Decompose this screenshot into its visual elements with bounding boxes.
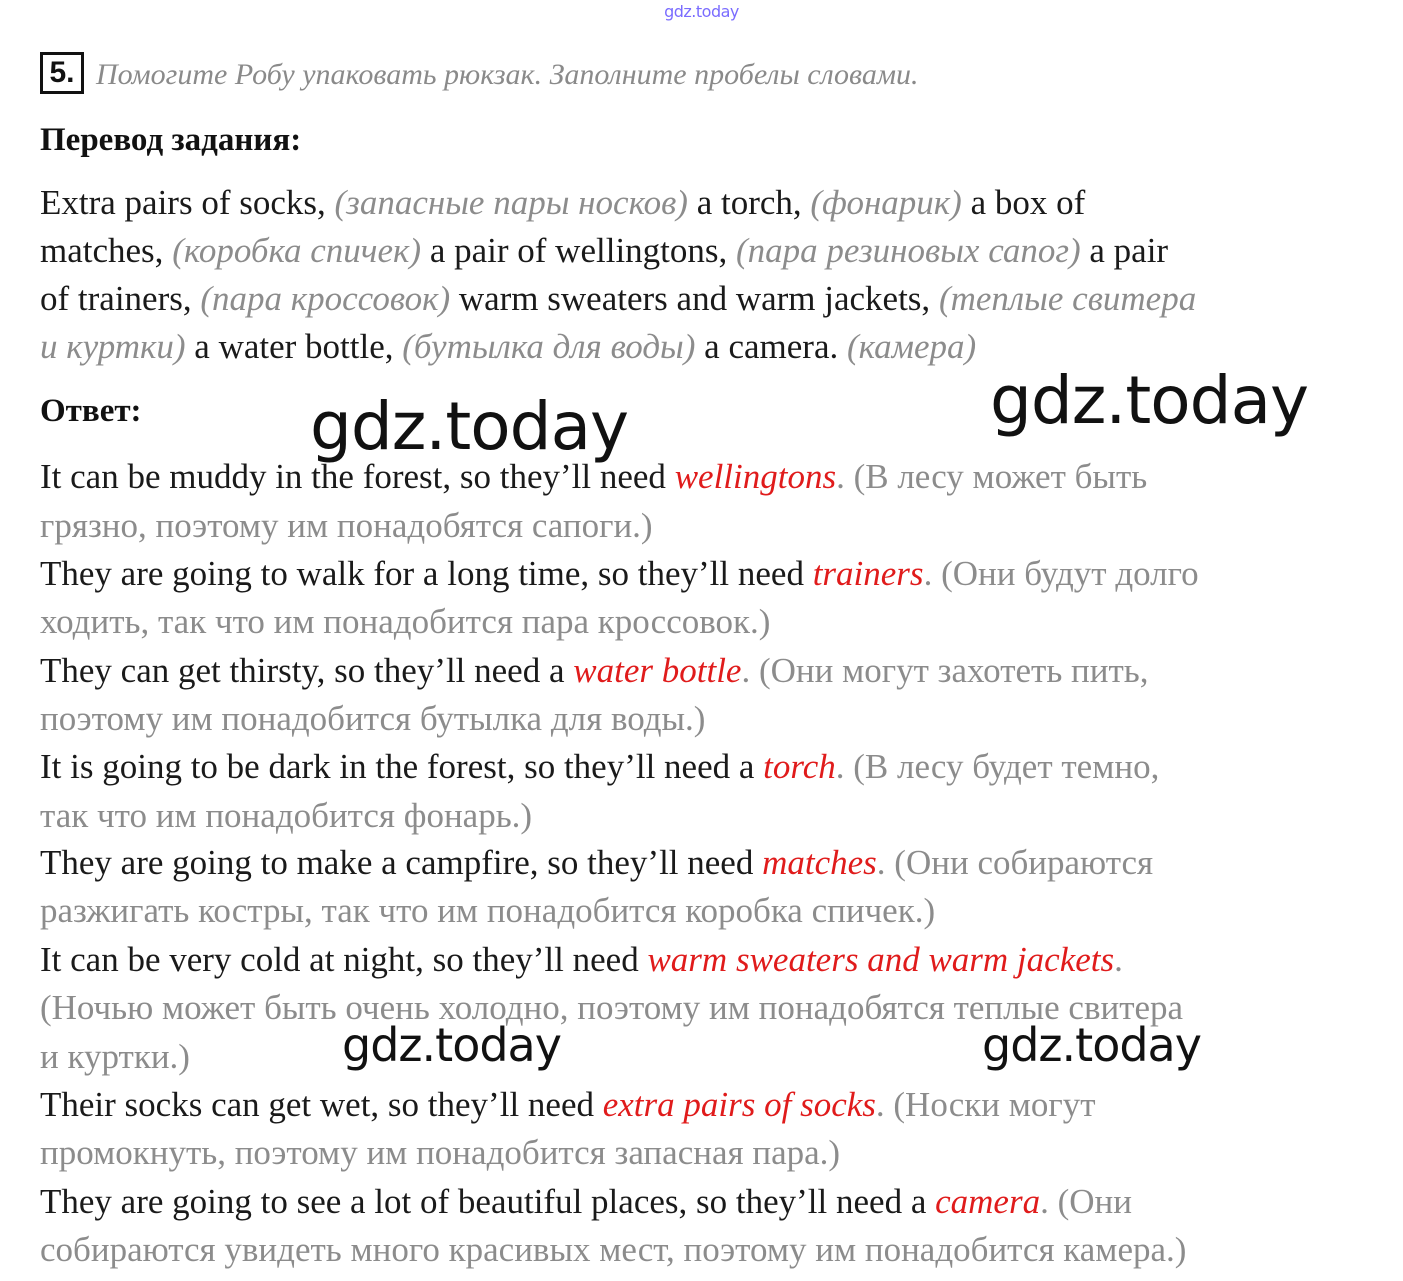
english-text: It can be muddy in the forest, so they’ll need <box>40 457 675 496</box>
english-text: a camera. <box>695 327 847 366</box>
answer-translation: и куртки.) <box>40 1037 190 1076</box>
answer-translation: . (Они собираются <box>876 843 1154 882</box>
russian-translation: (пара кроссовок) <box>200 279 451 318</box>
answer-line <box>40 651 1149 691</box>
english-text: of trainers, <box>40 279 201 318</box>
russian-translation: (коробка спичек) <box>172 231 422 270</box>
top-watermark: gdz.today <box>664 2 739 21</box>
answer-translation: промокнуть, поэтому им понадобится запасная пара.) <box>40 1133 841 1172</box>
answer-line <box>40 1230 1186 1270</box>
answer-word: extra pairs of socks <box>602 1085 876 1124</box>
answer-line <box>40 1182 1132 1222</box>
english-text: a pair of wellingtons, <box>421 231 737 270</box>
answer-word: water bottle <box>573 651 742 690</box>
task-number: 5. <box>40 52 84 94</box>
russian-translation: (бутылка для воды) <box>402 327 696 366</box>
russian-translation: (пара резиновых сапог) <box>736 231 1081 270</box>
english-text: a box of <box>961 183 1086 222</box>
english-text: a pair <box>1080 231 1169 270</box>
answer-word: warm sweaters and warm jackets <box>647 940 1115 979</box>
watermark: gdz.today <box>342 1018 561 1072</box>
answer-translation: поэтому им понадобится бутылка для воды.) <box>40 699 706 738</box>
answer-translation: . (Они <box>1040 1182 1132 1221</box>
russian-translation: (запасные пары носков) <box>334 183 688 222</box>
answer-line <box>40 1037 190 1077</box>
answer-line <box>40 602 770 642</box>
answer-translation: . (Они будут долго <box>923 554 1199 593</box>
english-text: It can be very cold at night, so they’ll need <box>40 940 648 979</box>
translation-heading: Перевод задания: <box>40 122 302 158</box>
answer-word: trainers <box>812 554 924 593</box>
answer-line <box>40 1085 1096 1125</box>
answer-line <box>40 940 1123 980</box>
answer-translation: . (Они могут захотеть пить, <box>741 651 1149 690</box>
answer-line <box>40 891 935 931</box>
english-text: It is going to be dark in the forest, so they’ll need a <box>40 747 764 786</box>
answer-line <box>40 796 532 836</box>
translation-line <box>40 327 976 367</box>
answer-line <box>40 843 1153 883</box>
english-text: Their socks can get wet, so they’ll need <box>40 1085 603 1124</box>
answer-word: matches <box>762 843 877 882</box>
answer-translation: собираются увидеть много красивых мест, поэтому им понадобится камера.) <box>40 1230 1187 1269</box>
answer-translation: ходить, так что им понадобится пара кроссовок.) <box>40 602 771 641</box>
answer-translation: . <box>1114 940 1123 979</box>
answer-translation: . (В лесу может быть <box>836 457 1148 496</box>
translation-line <box>40 183 1085 223</box>
watermark: gdz.today <box>990 362 1309 439</box>
answer-translation: . (В лесу будет темно, <box>835 747 1160 786</box>
answer-word: camera <box>935 1182 1041 1221</box>
english-text: They are going to walk for a long time, so they’ll need <box>40 554 813 593</box>
russian-translation: (камера) <box>846 327 977 366</box>
watermark: gdz.today <box>310 388 629 465</box>
answer-translation: так что им понадобится фонарь.) <box>40 796 533 835</box>
answer-line <box>40 747 1159 787</box>
answer-translation: грязно, поэтому им понадобятся сапоги.) <box>40 506 653 545</box>
english-text: a water bottle, <box>185 327 403 366</box>
answer-translation: . (Носки могут <box>875 1085 1096 1124</box>
answer-line <box>40 554 1199 594</box>
english-text: They can get thirsty, so they’ll need a <box>40 651 574 690</box>
answer-line <box>40 1133 840 1173</box>
answer-translation: разжигать костры, так что им понадобится коробка спичек.) <box>40 891 936 930</box>
answer-translation: (Ночью может быть очень холодно, поэтому им понадобятся теплые свитера <box>40 988 1184 1027</box>
answer-heading: Ответ: <box>40 393 142 429</box>
english-text: Extra pairs of socks, <box>40 183 335 222</box>
english-text: They are going to see a lot of beautiful places, so they’ll need a <box>40 1182 936 1221</box>
task-instruction: Помогите Робу упаковать рюкзак. Заполните пробелы словами. <box>96 58 919 91</box>
russian-translation: (теплые свитера <box>938 279 1197 318</box>
answer-word: wellingtons <box>674 457 837 496</box>
english-text: warm sweaters and warm jackets, <box>450 279 939 318</box>
russian-translation: (фонарик) <box>810 183 962 222</box>
english-text: a torch, <box>687 183 811 222</box>
russian-translation: и куртки) <box>40 327 186 366</box>
answer-line <box>40 699 705 739</box>
watermark: gdz.today <box>982 1018 1201 1072</box>
answer-word: torch <box>763 747 836 786</box>
translation-line <box>40 279 1196 319</box>
answer-line <box>40 506 653 546</box>
english-text: matches, <box>40 231 173 270</box>
english-text: They are going to make a campfire, so they’ll need <box>40 843 763 882</box>
translation-line <box>40 231 1168 271</box>
